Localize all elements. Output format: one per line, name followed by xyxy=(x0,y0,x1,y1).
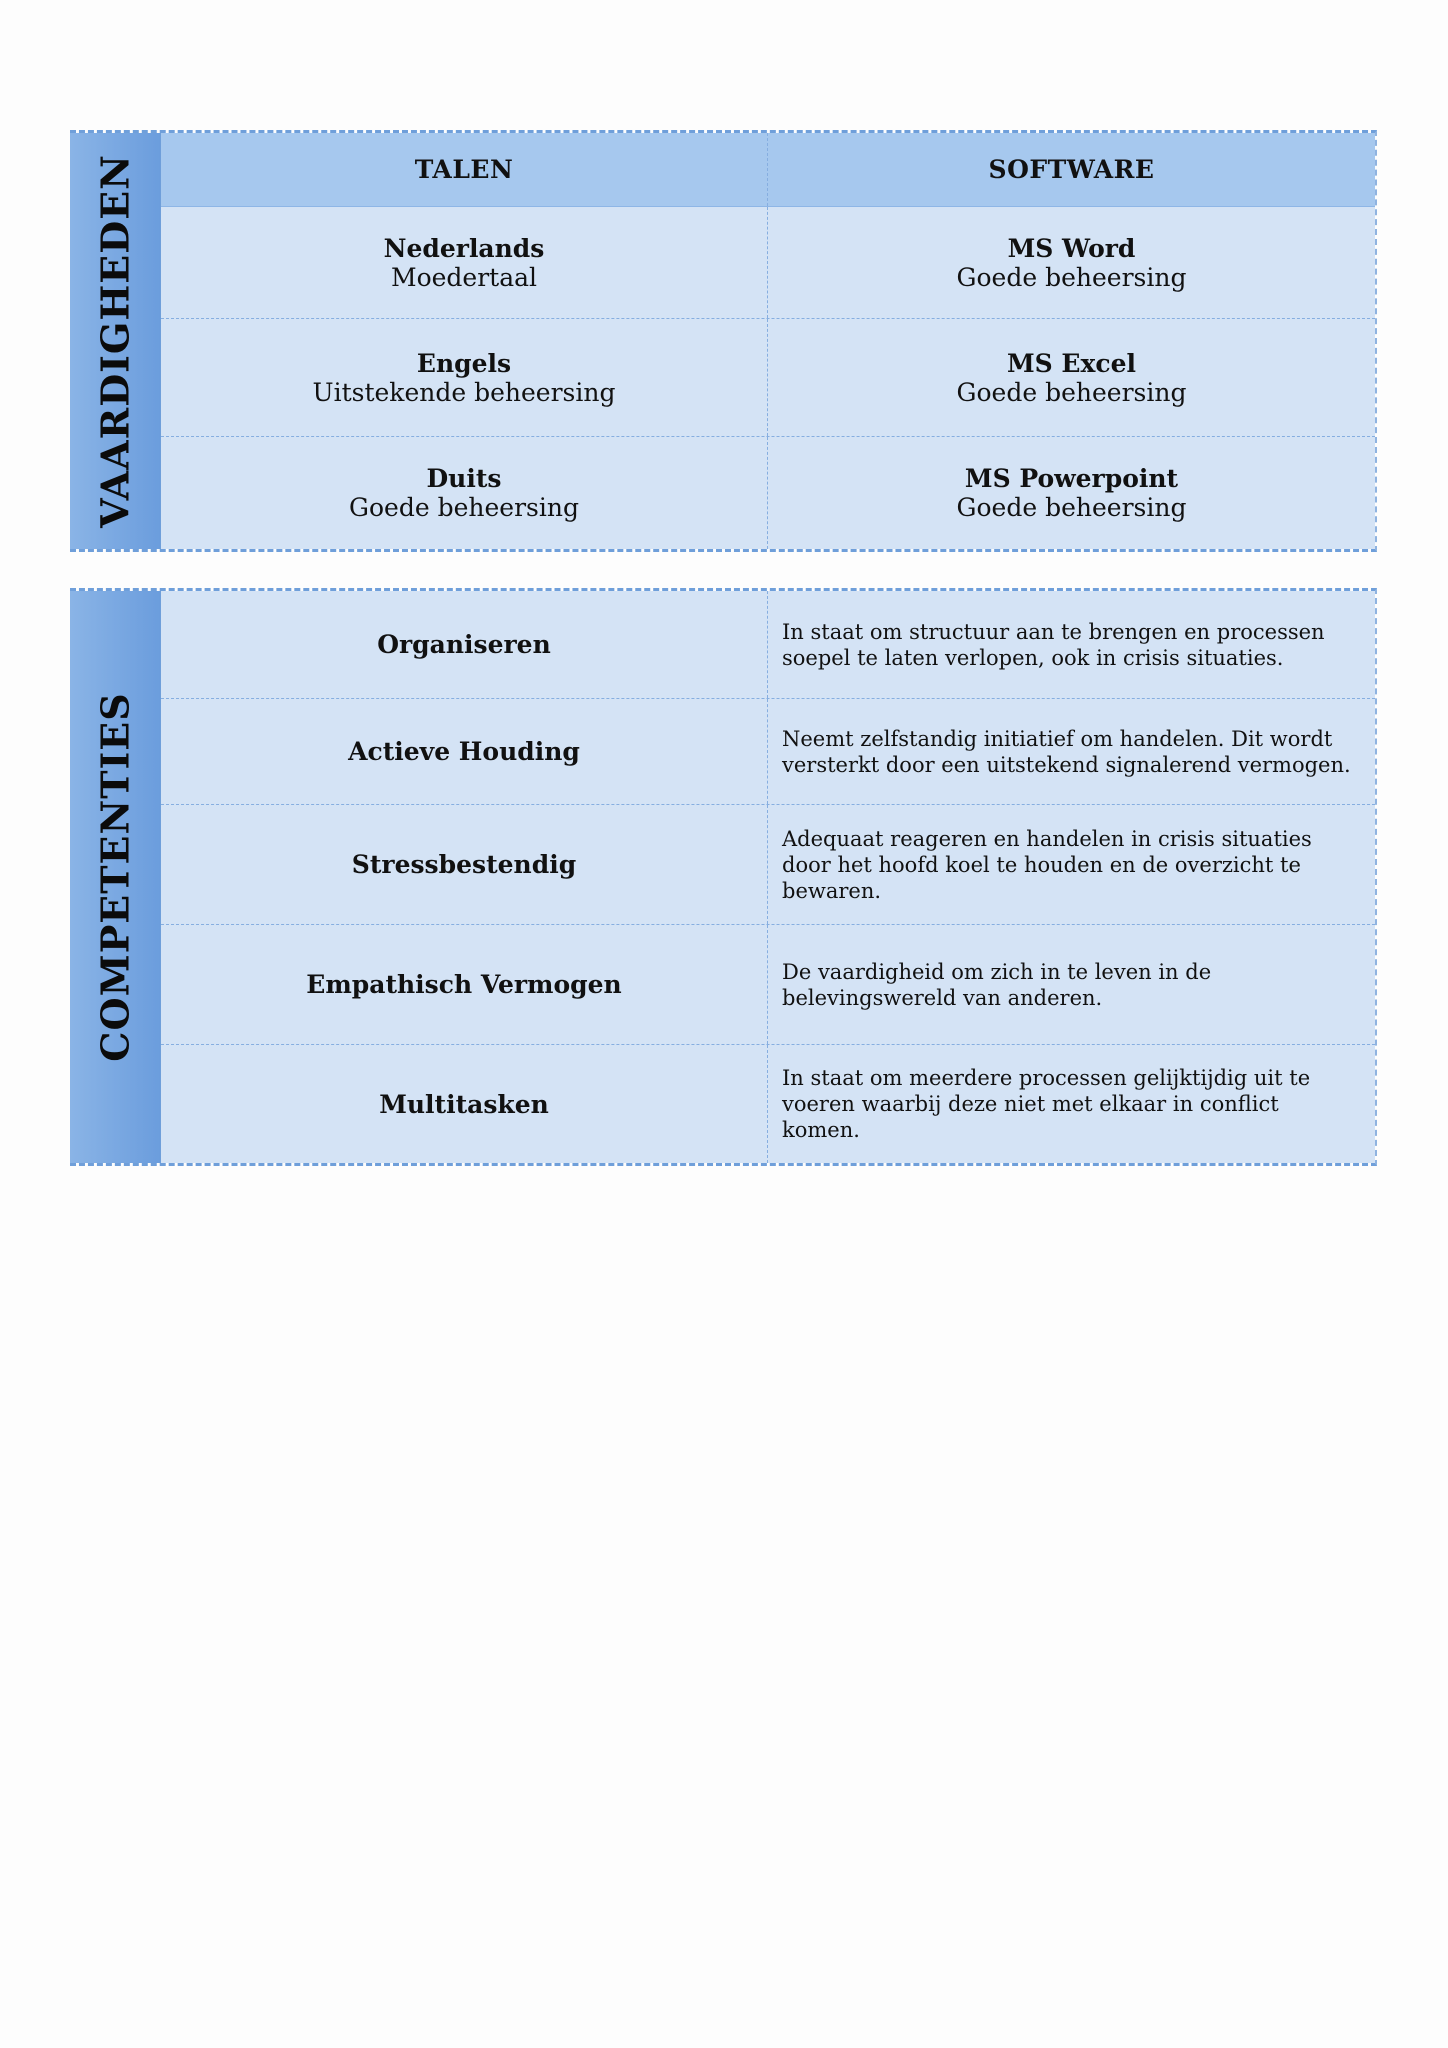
software-level: Goede beheersing xyxy=(956,377,1187,407)
competency-description: In staat om structuur aan te brengen en processen soepel te laten verlopen, ook in crisis situaties. xyxy=(782,619,1325,670)
software-cell xyxy=(768,437,1375,549)
table-row xyxy=(161,805,1375,925)
table-row xyxy=(161,319,1375,437)
competency-name: Multitasken xyxy=(161,1045,768,1163)
skills-section xyxy=(70,130,1377,552)
languages-header: TALEN xyxy=(161,133,768,206)
competency-description: Adequaat reageren en handelen in crisis situaties door het hoofd koel te houden en de overzicht te bewaren. xyxy=(782,826,1312,903)
competency-name: Organiseren xyxy=(161,591,768,698)
language-cell xyxy=(161,207,768,318)
skills-side-bar xyxy=(70,133,161,549)
software-name: MS Excel xyxy=(1006,348,1137,378)
skills-header-row xyxy=(161,133,1375,207)
software-header: SOFTWARE xyxy=(988,155,1155,184)
software-name: MS Powerpoint xyxy=(964,464,1179,493)
competency-name: Empathisch Vermogen xyxy=(161,925,768,1044)
table-row xyxy=(161,1045,1375,1163)
table-row xyxy=(161,207,1375,319)
competency-description: De vaardigheid om zich in te leven in de belevingswereld van anderen. xyxy=(782,959,1212,1010)
language-name: Duits xyxy=(426,464,502,493)
competencies-table xyxy=(161,591,1375,1163)
competency-description: In staat om meerdere processen gelijktijdig uit te voeren waarbij deze niet met elkaar in conflict komen. xyxy=(782,1066,1311,1142)
language-level: Uitstekende beheersing xyxy=(312,377,616,407)
language-cell xyxy=(161,437,768,549)
table-row xyxy=(161,699,1375,805)
table-row xyxy=(161,925,1375,1045)
language-cell xyxy=(161,319,768,436)
table-row xyxy=(161,437,1375,549)
skills-side-label: VAARDIGHEDEN xyxy=(92,154,138,528)
language-name: Nederlands xyxy=(383,233,545,263)
language-level: Moedertaal xyxy=(390,262,538,292)
skills-table xyxy=(161,133,1375,549)
competency-description: Neemt zelfstandig initiatief om handelen. Dit wordt versterkt door een uitstekend signalerend vermogen. xyxy=(782,726,1351,777)
competency-name: Stressbestendig xyxy=(161,805,768,924)
competencies-section xyxy=(70,588,1377,1166)
software-cell xyxy=(768,207,1375,318)
software-name: MS Word xyxy=(1007,233,1136,263)
software-level: Goede beheersing xyxy=(956,262,1187,292)
table-row xyxy=(161,591,1375,699)
language-level: Goede beheersing xyxy=(349,493,579,522)
language-name: Engels xyxy=(416,348,512,378)
software-level: Goede beheersing xyxy=(956,493,1187,522)
competencies-side-bar xyxy=(70,591,161,1163)
software-cell xyxy=(768,319,1375,436)
competencies-side-label: COMPETENTIES xyxy=(92,692,138,1062)
competency-name: Actieve Houding xyxy=(161,699,768,804)
